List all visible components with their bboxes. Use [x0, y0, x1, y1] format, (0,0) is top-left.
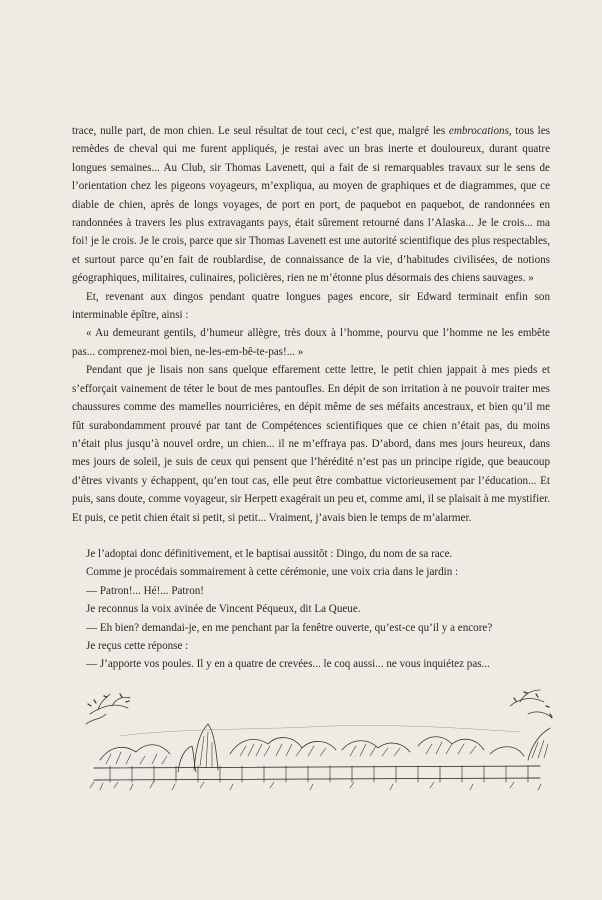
dialogue-line: — Eh bien? demandai-je, en me penchant par la fenêtre ouverte, qu’est-ce qu’il y a encore?: [86, 621, 493, 634]
dialogue-line: Je reçus cette réponse :: [86, 639, 189, 652]
paragraph-3-quote: « Au demeurant gentils, d’humeur allègre, très doux à l’homme, pourvu que l’homme ne les embête pas... comprenez-moi bien, ne-les-em-bê-te-pas!... »: [72, 327, 550, 358]
dialogue-line: Comme je procédais sommairement à cette cérémonie, une voix cria dans le jardin :: [86, 566, 459, 579]
paragraph-4: Pendant que je lisais non sans quelque effarement cette lettre, le petit chien jappait à mes pieds et s’efforçait vainement de téter le bout de mes pantoufles. En dépit de son irritation à ne pouvoir traiter mes chaussures comme des mamelles nourricières, en dépit même de ses méfaits ancestraux, et bien qu’il me fût surabondamment prouvé par tant de Compétences scientifiques que ce chien n’était pas, du moins n’était plus jusqu’à nouvel ordre, un chien... il ne m’effraya pas. D’abord, dans mes jours heureux, dans mes jours de soleil, je suis de ceux qui pensent que l’hérédité n’est pas un principe rigide, que beaucoup d’êtres vivants y échappent, qu’en tout cas, elle peut être combattue victorieusement par l’éducation... Et puis, sans doute, comme voyageur, sir Herpett exagérait un peu et, comme ami, il se plaisait à me mystifier. Et puis, ce petit chien était si petit, si petit... Vraiment, j’avais bien le temps de m’alarmer.: [72, 364, 550, 524]
paragraph-2: Et, revenant aux dingos pendant quatre longues pages encore, sir Edward terminait enfin son interminable épître, ainsi :: [72, 290, 550, 322]
dialogue-line: Je reconnus la voix avinée de Vincent Péqueux, dit La Queue.: [86, 603, 361, 616]
dialogue-line: — Patron!... Hé!... Patron!: [86, 584, 205, 597]
dialogue-section: [72, 545, 550, 674]
dialogue-line: — J’apporte vos poules. Il y en a quatre de crevées... le coq aussi... ne vous inquiétez pas...: [86, 658, 490, 671]
body-text: [72, 122, 550, 674]
garden-engraving-illustration: [80, 684, 558, 796]
dialogue-line: Je l’adoptai donc définitivement, et le baptisai aussitôt : Dingo, du nom de sa race.: [86, 547, 453, 560]
paragraph-1: trace, nulle part, de mon chien. Le seul résultat de tout ceci, c’est que, malgré les embrocations, tous les remèdes de cheval qui me furent appliqués, je restai avec un bras inerte et douloureux, durant quatre longues semaines... Au Club, sir Thomas Lavenett, qui a fait de si remarquables travaux sur le sens de l’orientation chez les pigeons voyageurs, m’expliqua, au moyen de graphiques et de diagrammes, que ce diable de chien, après de longs voyages, de port en port, de paquebot en paquebot, de randonnées en randonnées à travers les plus extravagants pays, était sûrement retourné dans l’Alaska... Je le crois... ma foi! je le crois. Je le crois, parce que sir Thomas Lavenett est une autorité scientifique des plus respectables, et surtout parce qu’en fait de roublardise, de connaissance de la vie, d’habitudes civilisées, de notions géographiques, militaires, culinaires, policières, rien ne m’étonne plus désormais des chiens sauvages. »: [72, 125, 550, 285]
